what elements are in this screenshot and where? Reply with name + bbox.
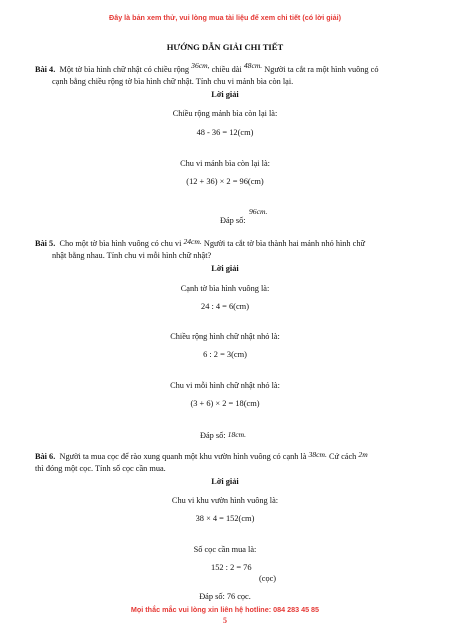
bai5-math3: (3 + 6) × 2 = 18(cm)	[190, 399, 260, 408]
bai5-step3: Chu vi mỗi hình chữ nhật nhỏ là:	[170, 381, 280, 390]
bai5-math1: 24 : 4 = 6(cm)	[201, 302, 249, 311]
bai6-label: Bài 6.	[35, 452, 56, 461]
bai4-answer-label: Đáp số:	[220, 216, 246, 225]
bai4-question-line1	[35, 61, 379, 76]
bai6-step2: Số cọc cần mua là:	[193, 545, 257, 554]
bai5-q-b: Người ta cắt tờ bìa thành hai mảnh nhỏ hình chữ	[203, 239, 365, 248]
bai4-length-value: 48cm.	[243, 61, 263, 70]
bai6-interval-value: 2m	[358, 450, 368, 459]
bai4-q-c: Người ta cắt ra một hình vuông có	[264, 65, 379, 74]
bai6-answer: Đáp số: 76 cọc.	[199, 592, 251, 601]
bai4-step2: Chu vi mảnh bìa còn lại là:	[180, 159, 270, 168]
bai5-answer	[200, 430, 246, 442]
bai5-step1: Cạnh tờ bìa hình vuông là:	[180, 284, 270, 293]
bai5-solution-title: Lời giải	[211, 264, 239, 273]
bai4-label: Bài 4.	[35, 65, 56, 74]
bai4-step1: Chiều rộng mảnh bìa còn lại là:	[172, 109, 278, 118]
bai4-solution-title: Lời giải	[211, 90, 239, 99]
bai6-q-b: Cứ cách	[329, 452, 357, 461]
bai4-math1: 48 - 36 = 12(cm)	[196, 128, 254, 137]
bai4-q-a: Một tờ bìa hình chữ nhật có chiều rộng	[59, 65, 190, 74]
bai4-question-line2: cạnh bằng chiều rộng tờ bìa hình chữ nhật. Tính chu vi mảnh bìa còn lại.	[52, 77, 294, 86]
bai6-step1: Chu vi khu vườn hình vuông là:	[171, 496, 279, 505]
bai5-answer-label: Đáp số:	[200, 431, 226, 440]
bai6-solution-title: Lời giải	[211, 477, 239, 486]
bai6-math1: 38 × 4 = 152(cm)	[195, 514, 255, 523]
bai5-answer-value: 18cm.	[227, 430, 247, 439]
bai5-perimeter-value: 24cm.	[183, 237, 202, 246]
bai6-side-value: 38cm.	[308, 450, 327, 459]
bai6-math2-unit: (cọc)	[259, 574, 277, 583]
bai6-question-line1	[35, 451, 368, 463]
bai5-question-line1	[35, 238, 365, 250]
bai6-question-line2: thì đóng một cọc. Tính số cọc cần mua.	[35, 464, 166, 473]
footer-hotline: Mọi thắc mắc vui lòng xin liên hệ hotline: 084 283 45 85	[130, 605, 320, 614]
page-title: HƯỚNG DẪN GIẢI CHI TIẾT	[166, 42, 284, 52]
bai6-math2: 152 : 2 = 76	[211, 563, 252, 572]
bai5-question-line2: nhật bằng nhau. Tính chu vi mỗi hình chữ nhật?	[52, 251, 212, 260]
bai4-width-value: 36cm,	[191, 61, 210, 70]
bai4-answer-value: 96cm.	[249, 207, 268, 216]
page-number: 5	[223, 616, 227, 625]
bai4-math2: (12 + 36) × 2 = 96(cm)	[186, 177, 264, 186]
preview-banner: Đây là bản xem thử, vui lòng mua tài liệu để xem chi tiết (có lời giải)	[109, 13, 341, 22]
bai5-label: Bài 5.	[35, 239, 56, 248]
bai6-q-a: Người ta mua cọc để rào xung quanh một khu vườn hình vuông có cạnh là	[59, 452, 307, 461]
bai5-step2: Chiều rộng hình chữ nhật nhỏ là:	[170, 332, 280, 341]
bai5-math2: 6 : 2 = 3(cm)	[203, 350, 247, 359]
bai5-q-a: Cho một tờ bìa hình vuông có chu vi	[59, 239, 182, 248]
bai4-q-b: chiều dài	[211, 65, 242, 74]
